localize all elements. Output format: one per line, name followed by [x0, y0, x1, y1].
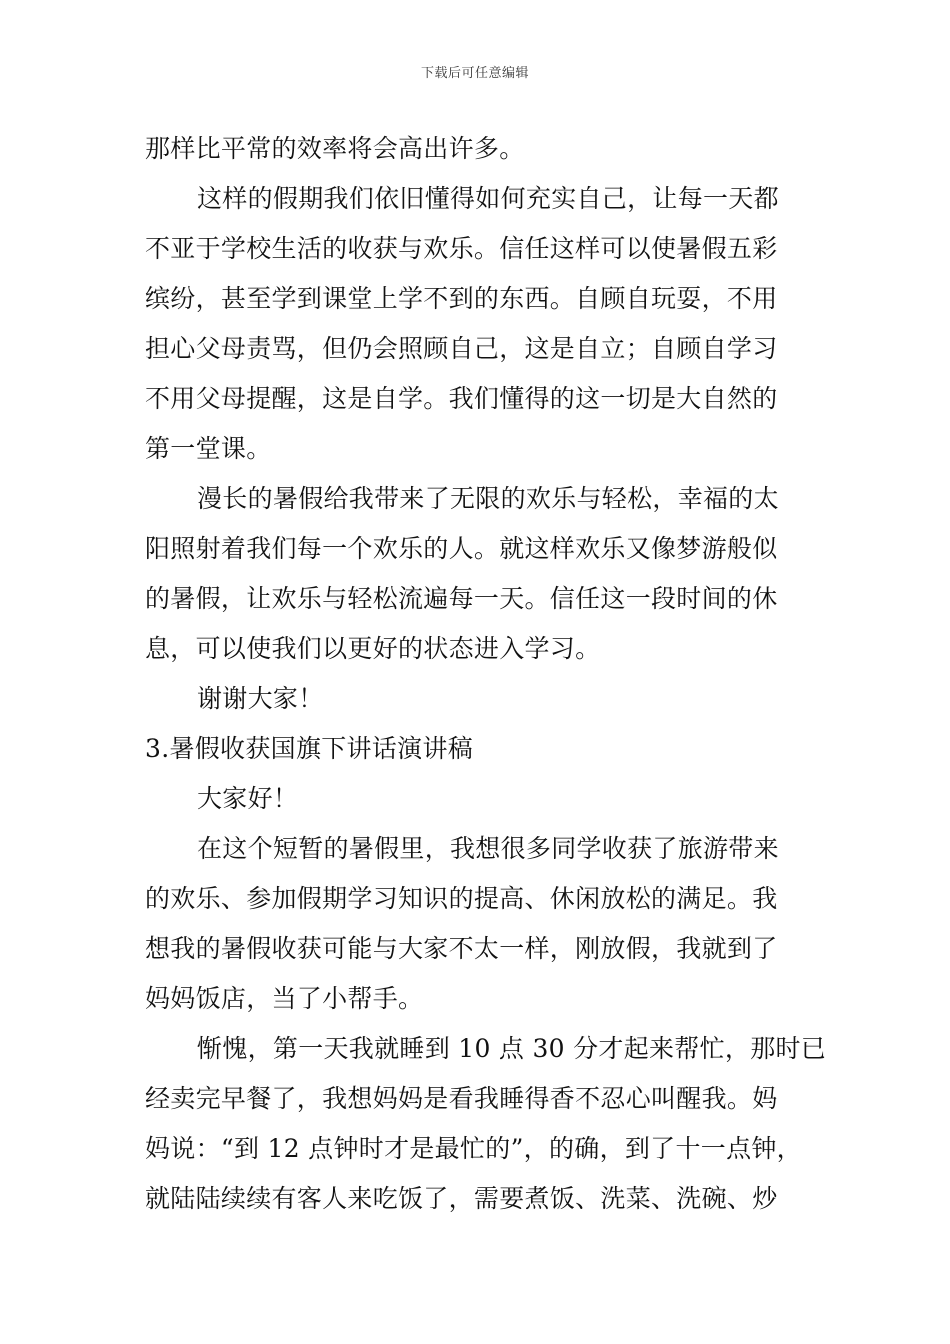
- closing-line: 谢谢大家！: [197, 684, 324, 713]
- text-line: 的欢乐、参加假期学习知识的提高、休闲放松的满足。我: [145, 884, 778, 913]
- text-line: 妈妈饭店，当了小帮手。: [145, 984, 424, 1013]
- paragraph-start-line: 惭愧，第一天我就睡到 10 点 30 分才起来帮忙，那时已: [197, 1034, 827, 1063]
- text-line: 息，可以使我们以更好的状态进入学习。: [145, 634, 601, 663]
- text-line: 想我的暑假收获可能与大家不太一样，刚放假，我就到了: [145, 934, 778, 963]
- page-header: 下载后可任意编辑: [420, 66, 529, 81]
- paragraph-start-line: 漫长的暑假给我带来了无限的欢乐与轻松，幸福的太: [197, 484, 779, 513]
- text-line: 的暑假，让欢乐与轻松流遍每一天。信任这一段时间的休: [145, 584, 778, 613]
- text-line: 妈说：“到 12 点钟时才是最忙的”，的确，到了十一点钟，: [145, 1134, 802, 1163]
- text-line: 不亚于学校生活的收获与欢乐。信任这样可以使暑假五彩: [145, 234, 778, 263]
- paragraph-start-line: 这样的假期我们依旧懂得如何充实自己，让每一天都: [197, 184, 779, 213]
- text-line: 担心父母责骂，但仍会照顾自己，这是自立；自顾自学习: [145, 334, 778, 363]
- text-line: 经卖完早餐了，我想妈妈是看我睡得香不忍心叫醒我。妈: [145, 1084, 778, 1113]
- text-line: 那样比平常的效率将会高出许多。: [145, 134, 525, 163]
- text-line: 就陆陆续续有客人来吃饭了，需要煮饭、洗菜、洗碗、炒: [145, 1184, 778, 1213]
- text-line: 第一堂课。: [145, 434, 272, 463]
- document-body: [145, 124, 825, 1224]
- text-line: 阳照射着我们每一个欢乐的人。就这样欢乐又像梦游般似: [145, 534, 778, 563]
- section-heading: 3.暑假收获国旗下讲话演讲稿: [145, 734, 474, 763]
- text-line: 缤纷，甚至学到课堂上学不到的东西。自顾自玩耍，不用: [145, 284, 778, 313]
- text-line: 不用父母提醒，这是自学。我们懂得的这一切是大自然的: [145, 384, 778, 413]
- greeting-line: 大家好！: [197, 784, 299, 813]
- paragraph-start-line: 在这个短暂的暑假里，我想很多同学收获了旅游带来: [197, 834, 779, 863]
